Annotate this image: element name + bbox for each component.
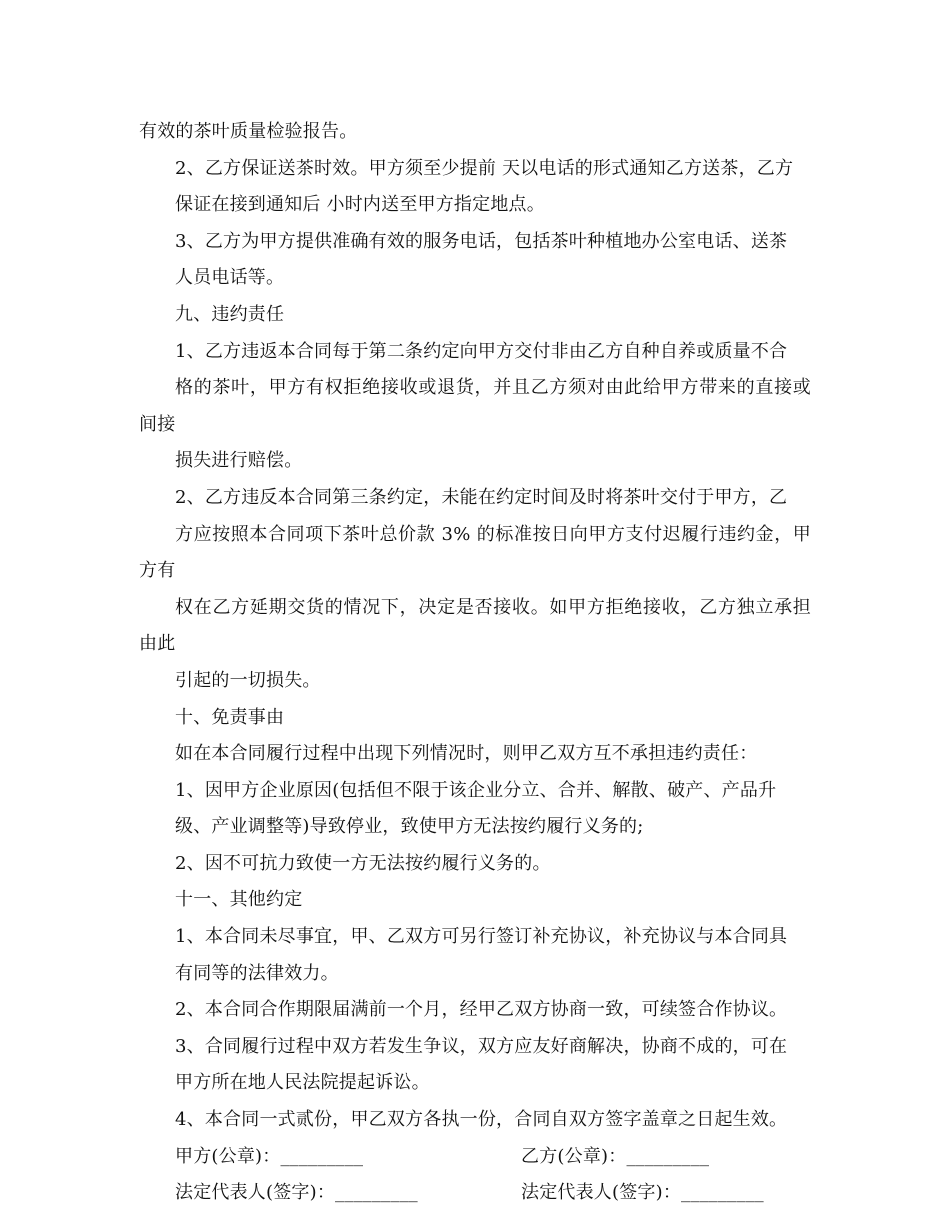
paragraph-line: 保证在接到通知后 小时内送至甲方指定地点。 [175,194,545,216]
contract-paragraph [139,773,811,846]
paragraph-line: 有效的茶叶质量检验报告。 [139,121,358,142]
paragraph-line: 十、免责事由 [175,706,285,728]
contract-paragraph [139,297,811,334]
paragraph-line: 引起的一切损失。 [175,669,321,691]
paragraph-line: 方应按照本合同项下茶叶总价款 3% 的标准按日向甲方支付迟履行违约金，甲方有 [139,523,811,582]
contract-paragraph [139,700,811,737]
signature-row [139,1139,811,1176]
paragraph-line: 2、因不可抗力致使一方无法按约履行义务的。 [175,852,551,874]
contract-paragraph [139,114,811,151]
contract-paragraph [139,1029,811,1102]
contract-paragraph [139,224,811,297]
contract-paragraph [139,992,811,1029]
paragraph-line: 人员电话等。 [175,267,285,289]
paragraph-line: 1、本合同未尽事宜，甲、乙双方可另行签订补充协议，补充协议与本合同具 [175,926,788,948]
paragraph-line: 如在本合同履行过程中出现下列情况时，则甲乙双方互不承担违约责任： [175,743,758,765]
paragraph-line: 甲方所在地人民法院提起诉讼。 [175,1072,430,1094]
paragraph-line: 九、违约责任 [175,303,285,325]
signature-row [139,1175,811,1212]
contract-paragraph [139,919,811,992]
contract-paragraph [139,334,811,480]
signature-block [139,1139,811,1212]
paragraph-line: 权在乙方延期交货的情况下，决定是否接收。如甲方拒绝接收，乙方独立承担由此 [139,596,811,655]
contract-paragraph [139,480,811,700]
contract-paragraph [139,1102,811,1139]
paragraph-line: 1、乙方违返本合同每于第二条约定向甲方交付非由乙方自种自养或质量不合 [175,340,788,362]
paragraph-line: 级、产业调整等)导致停业，致使甲方无法按约履行义务的; [175,816,644,838]
party-b-signature-field: 法定代表人(签字)：_________ [521,1182,764,1204]
party-b-signature-field: 乙方(公章)：_________ [521,1145,710,1167]
contract-paragraph [139,736,811,773]
paragraph-line: 有同等的法律效力。 [175,962,339,984]
contract-paragraph [139,882,811,919]
paragraph-line: 2、乙方违反本合同第三条约定，未能在约定时间及时将茶叶交付于甲方，乙 [175,486,788,508]
party-a-signature-field: 法定代表人(签字)：_________ [175,1182,418,1204]
paragraph-line: 4、本合同一式贰份，甲乙双方各执一份，合同自双方签字盖章之日起生效。 [175,1109,788,1131]
paragraph-line: 2、乙方保证送茶时效。甲方须至少提前 天以电话的形式通知乙方送茶，乙方 [175,157,794,179]
contract-body [139,114,811,1139]
paragraph-line: 3、乙方为甲方提供准确有效的服务电话，包括茶叶种植地办公室电话、送茶 [175,230,788,252]
contract-paragraph [139,846,811,883]
party-a-signature-field: 甲方(公章)：_________ [175,1145,364,1167]
paragraph-line: 1、因甲方企业原因(包括但不限于该企业分立、合并、解散、破产、产品升 [175,779,777,801]
contract-paragraph [139,151,811,224]
paragraph-line: 损失进行赔偿。 [175,450,303,472]
paragraph-line: 2、本合同合作期限届满前一个月，经甲乙双方协商一致，可续签合作协议。 [175,999,788,1021]
paragraph-line: 十一、其他约定 [175,889,303,911]
paragraph-line: 3、合同履行过程中双方若发生争议，双方应友好商解决，协商不成的，可在 [175,1035,788,1057]
paragraph-line: 格的茶叶，甲方有权拒绝接收或退货，并且乙方须对由此给甲方带来的直接或间接 [139,377,811,435]
